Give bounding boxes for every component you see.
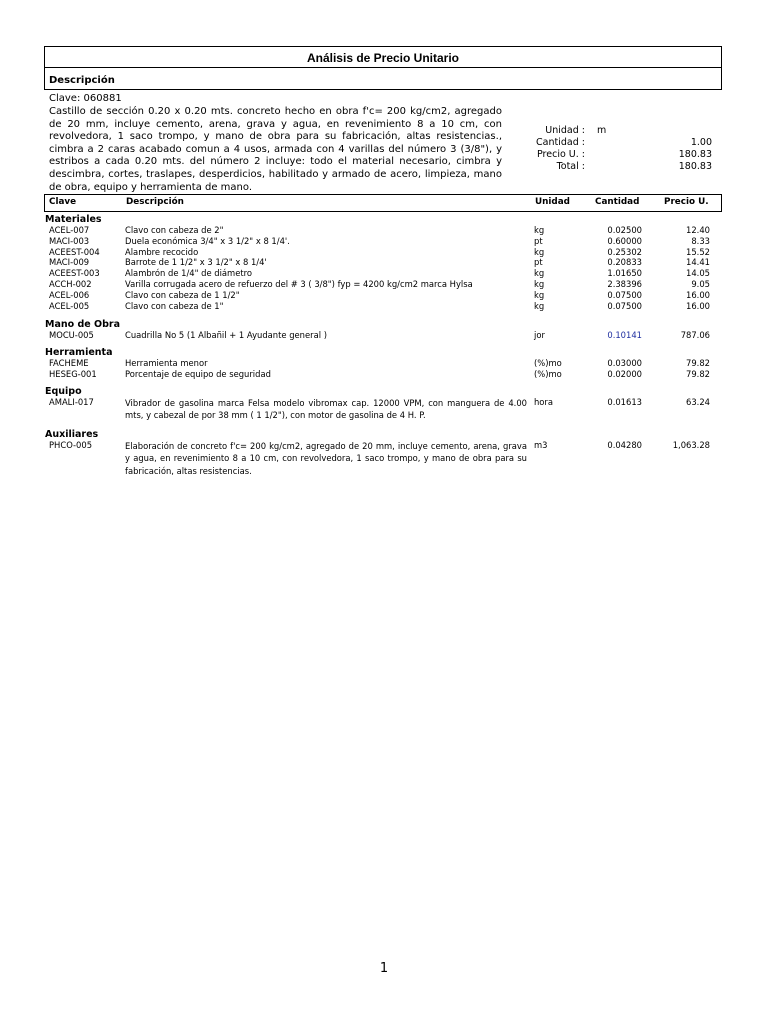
row-unit: pt [534, 257, 543, 268]
table-row [44, 358, 722, 369]
summary-total [522, 161, 712, 173]
row-unit: kg [534, 289, 545, 300]
row-price: 1,063.28 [672, 439, 710, 450]
description-label: Descripción [49, 75, 115, 86]
table-body [44, 214, 722, 478]
col-clave: Clave [49, 197, 77, 207]
row-quantity: 0.10141 [607, 330, 642, 341]
section-title: Materiales [45, 214, 102, 225]
page-number: 1 [379, 961, 389, 976]
section-mano-obra [44, 319, 722, 341]
row-quantity: 0.20833 [607, 257, 642, 268]
row-description: Barrote de 1 1/2" x 3 1/2" x 8 1/4' [125, 257, 267, 268]
analysis-sheet [44, 46, 722, 478]
section-materiales [44, 214, 722, 311]
row-price: 16.00 [686, 300, 710, 311]
table-row [44, 290, 722, 301]
total-label: Total : [556, 161, 585, 172]
row-quantity: 2.38396 [607, 278, 642, 289]
table-row [44, 440, 722, 478]
row-code: MACI-009 [49, 257, 90, 268]
total-value: 180.83 [678, 161, 712, 172]
cantidad-label: Cantidad : [536, 137, 585, 148]
row-quantity: 0.02000 [607, 368, 642, 379]
row-unit: (%)mo [534, 368, 562, 379]
row-code: MACI-003 [49, 235, 90, 246]
section-equipo [44, 386, 722, 423]
unidad-label: Unidad : [545, 125, 585, 136]
table-row [44, 247, 722, 258]
section-title: Auxiliares [45, 428, 99, 440]
row-unit: kg [534, 278, 545, 289]
item-summary [522, 125, 712, 173]
row-code: ACEEST-003 [49, 268, 100, 279]
row-price: 12.40 [686, 225, 710, 235]
row-description: Vibrador de gasolina marca Felsa modelo vibromax cap. 12000 VPM, con manguera de 4.00 mts, y cabezal de por 38 mm ( 1 1/2"), con motor de gasolina de 4 H. P. [125, 397, 527, 421]
row-code: PHCO-005 [49, 439, 93, 450]
row-description: Alambrón de 1/4" de diámetro [125, 268, 253, 279]
title-bar [44, 46, 722, 68]
row-price: 63.24 [686, 396, 710, 407]
table-row [44, 268, 722, 279]
row-price: 14.41 [686, 257, 710, 268]
section-auxiliares [44, 429, 722, 478]
row-code: ACEEST-004 [49, 246, 100, 257]
section-title: Herramienta [45, 347, 113, 359]
table-row [44, 369, 722, 380]
row-quantity: 0.03000 [607, 358, 642, 369]
row-code: AMALI-017 [49, 396, 94, 407]
row-price: 9.05 [691, 278, 710, 289]
row-description: Herramienta menor [125, 358, 208, 369]
table-row [44, 225, 722, 236]
row-unit: m3 [534, 439, 548, 450]
row-unit: (%)mo [534, 358, 562, 369]
row-quantity: 0.25302 [607, 246, 642, 257]
precio-label: Precio U. : [537, 149, 585, 160]
row-code: HESEG-001 [49, 368, 97, 379]
row-description: Duela económica 3/4" x 3 1/2" x 8 1/4'. [125, 235, 290, 246]
row-unit: kg [534, 246, 545, 257]
row-price: 16.00 [686, 289, 710, 300]
row-description: Varilla corrugada acero de refuerzo del # 3 ( 3/8") fyp = 4200 kg/cm2 marca Hylsa [125, 278, 473, 289]
row-unit: kg [534, 268, 545, 279]
table-row [44, 330, 722, 341]
summary-cantidad [522, 137, 712, 149]
row-description: Clavo con cabeza de 2" [125, 225, 224, 235]
table-row [44, 257, 722, 268]
item-code: Clave: 060881 [49, 93, 122, 104]
row-price: 8.33 [691, 235, 710, 246]
row-quantity: 0.01613 [607, 396, 642, 407]
row-description: Porcentaje de equipo de seguridad [125, 368, 271, 379]
table-header [44, 194, 722, 212]
row-code: ACEL-007 [49, 225, 90, 235]
col-precio: Precio U. [664, 197, 709, 207]
row-quantity: 1.01650 [607, 268, 642, 279]
description-header [44, 68, 722, 90]
row-price: 787.06 [680, 330, 710, 341]
col-cantidad: Cantidad [595, 197, 640, 207]
row-code: FACHEME [49, 358, 89, 369]
row-description: Alambre recocido [125, 246, 199, 257]
cantidad-value: 1.00 [690, 137, 712, 148]
table-row [44, 397, 722, 423]
table-row [44, 301, 722, 312]
row-price: 15.52 [686, 246, 710, 257]
item-description: Castillo de sección 0.20 x 0.20 mts. concreto hecho en obra f'c= 200 kg/cm2, agregado de 20 mm, incluye cemento, arena, grava y agua, en revenimiento 8 a 10 cm, con revolvedora, 1 saco trompo, y mano de obra para su fabricación, altas resistencias., cimbra a 2 caras acabado comun a 4 usos, armada con 4 varillas del número 3 (3/8"), y estribos a cada 0.20 mts. del número 2 incluye: todo el material necesario, cimbra y descimbra, cortes, traslapes, desperdicios, habilitado y armado de acero, limpieza, mano de obra, equipo y herramienta de mano. [49, 106, 502, 193]
row-quantity: 0.02500 [607, 225, 642, 235]
row-code: ACEL-005 [49, 300, 90, 311]
section-herramienta [44, 347, 722, 380]
row-quantity: 0.07500 [607, 300, 642, 311]
summary-precio [522, 149, 712, 161]
row-price: 14.05 [686, 268, 710, 279]
row-unit: kg [534, 300, 545, 311]
row-unit: hora [534, 396, 554, 407]
table-row [44, 236, 722, 247]
row-code: ACEL-006 [49, 289, 90, 300]
row-unit: pt [534, 235, 543, 246]
unidad-value: m [597, 125, 607, 136]
row-unit: jor [534, 330, 545, 341]
col-unidad: Unidad [535, 197, 570, 207]
row-price: 79.82 [686, 358, 710, 369]
page-title: Análisis de Precio Unitario [306, 51, 460, 65]
row-description: Elaboración de concreto f'c= 200 kg/cm2, agregado de 20 mm, incluye cemento, arena, grava y agua, en revenimiento 8 a 10 cm, con revolvedora, 1 saco trompo, y mano de obra para su fabricación, altas resistencias. [125, 440, 527, 476]
table-row [44, 279, 722, 290]
row-code: MOCU-005 [49, 330, 94, 341]
row-description: Clavo con cabeza de 1 1/2" [125, 289, 240, 300]
section-title: Equipo [45, 385, 82, 397]
col-descripcion: Descripción [126, 197, 184, 207]
row-price: 79.82 [686, 368, 710, 379]
row-quantity: 0.07500 [607, 289, 642, 300]
row-quantity: 0.04280 [607, 439, 642, 450]
row-unit: kg [534, 225, 545, 235]
row-quantity: 0.60000 [607, 235, 642, 246]
section-title: Mano de Obra [45, 319, 120, 331]
row-description: Clavo con cabeza de 1" [125, 300, 224, 311]
row-code: ACCH-002 [49, 278, 92, 289]
row-description: Cuadrilla No 5 (1 Albañil + 1 Ayudante general ) [125, 330, 327, 341]
item-info [44, 90, 722, 194]
summary-unidad [522, 125, 712, 137]
precio-value: 180.83 [678, 149, 712, 160]
